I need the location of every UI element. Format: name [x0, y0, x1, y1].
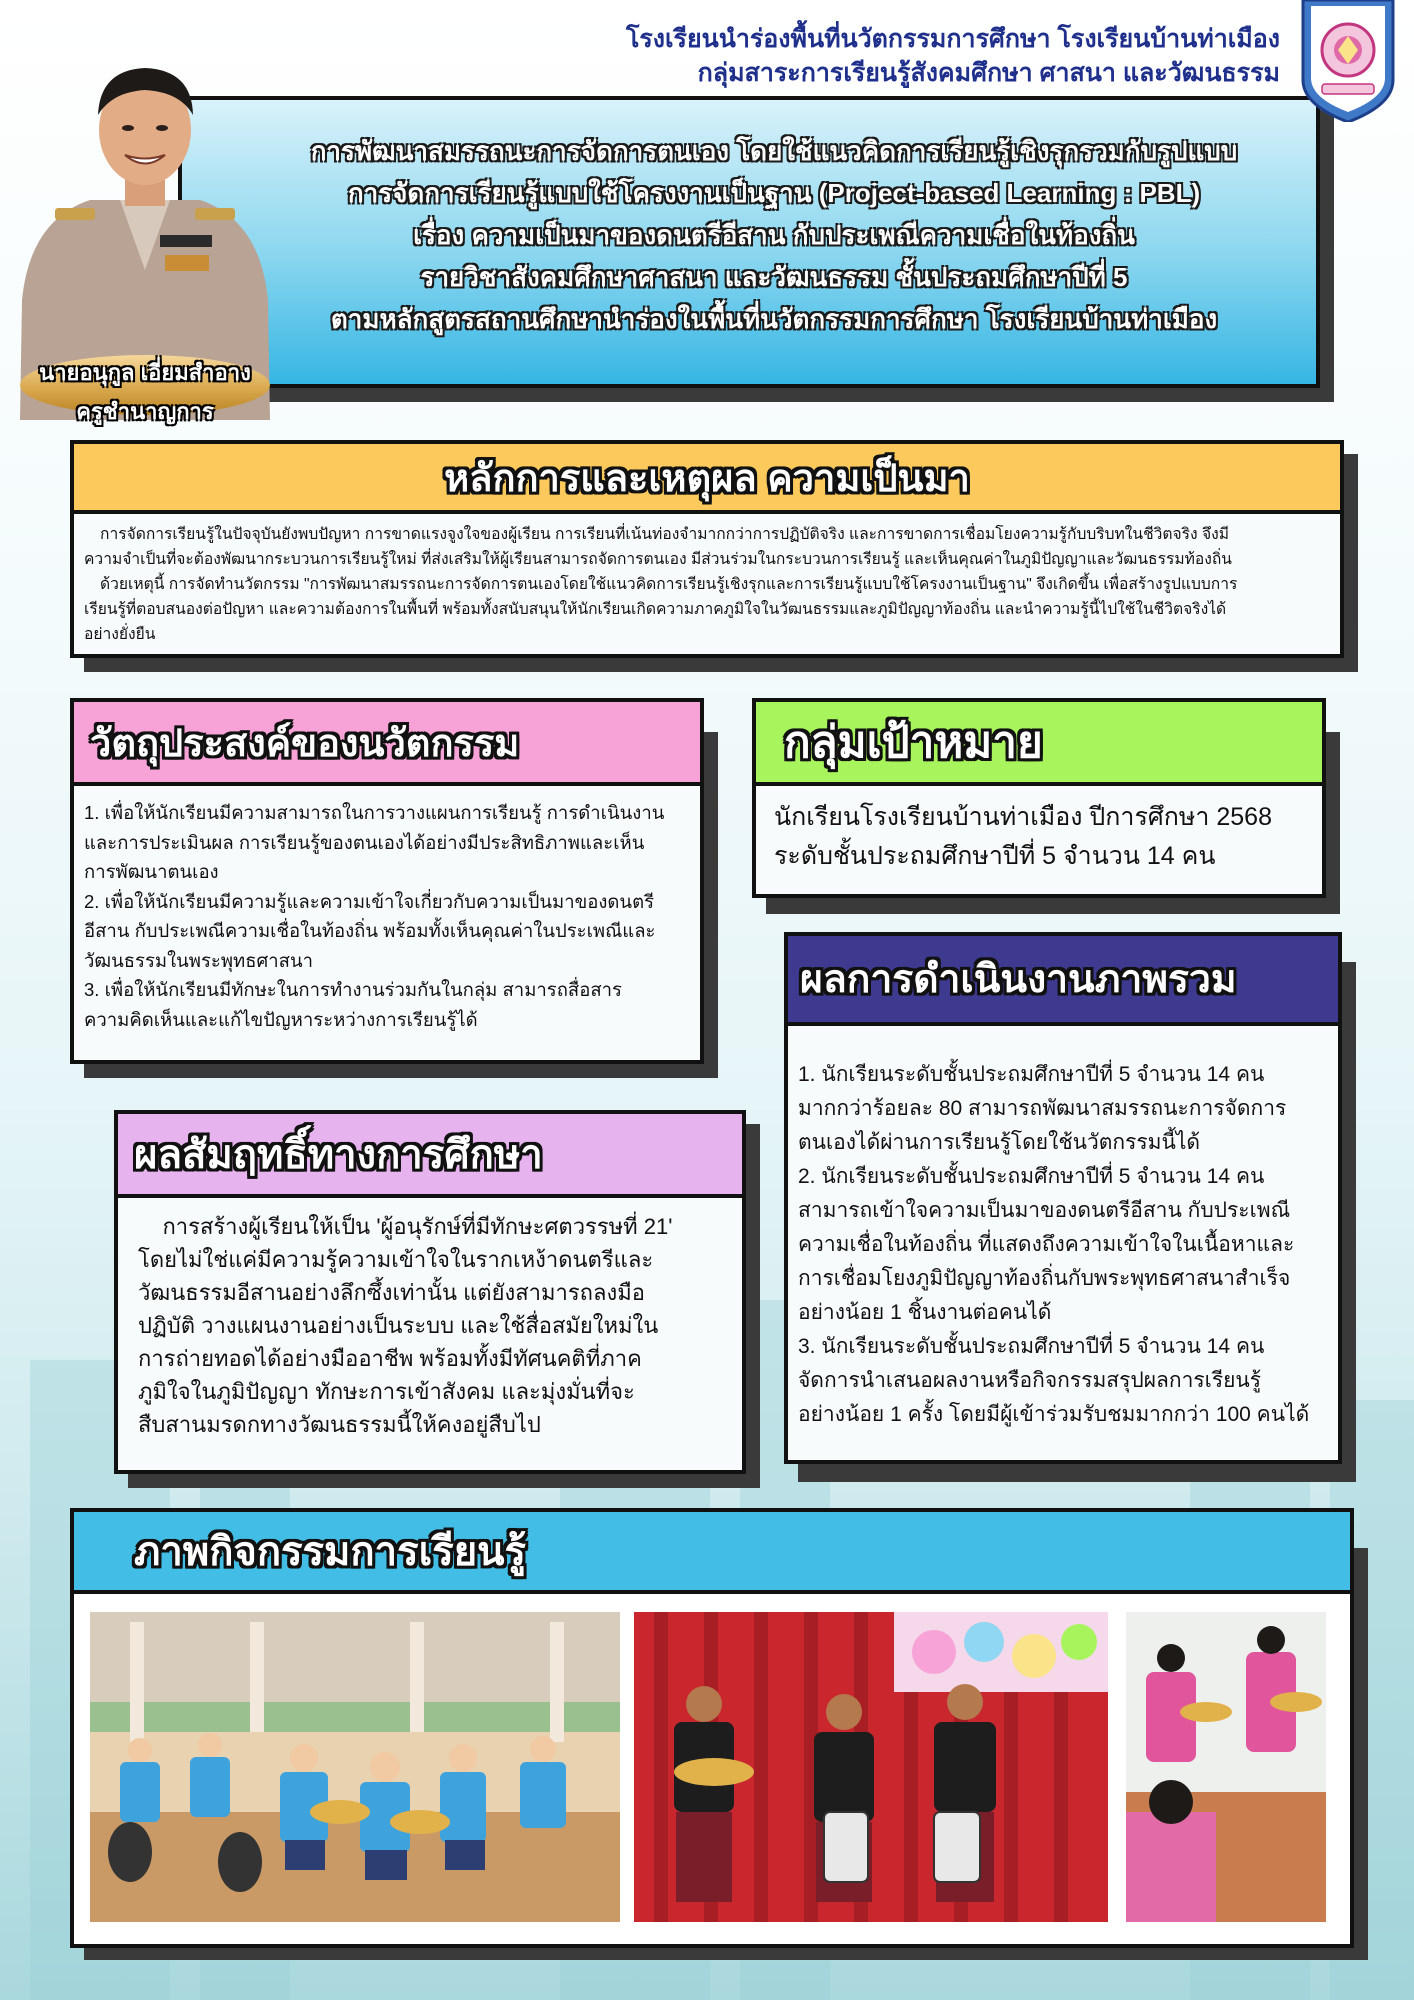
achievement-section	[114, 1110, 746, 1474]
teacher-name-plate	[0, 345, 290, 425]
teacher-position: ครูชำนาญการ	[76, 399, 214, 424]
achievement-line: ปฏิบัติ วางแผนงานอย่างเป็นระบบ และใช้สื่อสมัยใหม่ใน	[138, 1313, 659, 1338]
project-title	[238, 130, 1310, 340]
title-line: การจัดการเรียนรู้แบบใช้โครงงานเป็นฐาน (Project-based Learning : PBL)	[347, 178, 1201, 208]
project-title-box	[178, 96, 1320, 388]
rationale-text	[84, 522, 1334, 647]
result-line: สามารถเข้าใจความเป็นมาของดนตรีอีสาน กับประเพณี	[798, 1199, 1291, 1222]
result-line: จัดการนำเสนอผลงานหรือกิจกรรมสรุปผลการเรียนรู้	[798, 1369, 1262, 1392]
title-line: การพัฒนาสมรรถนะการจัดการตนเอง โดยใช้แนวคิดการเรียนรู้เชิงรุกรวมกับรูปแบบ	[310, 136, 1238, 166]
objectives-text	[84, 798, 696, 1034]
achievement-line: การสร้างผู้เรียนให้เป็น 'ผู้อนุรักษ์ที่มีทักษะศตวรรษที่ 21'	[138, 1214, 673, 1239]
result-line: 1. นักเรียนระดับชั้นประถมศึกษาปีที่ 5 จำนวน 14 คน	[798, 1063, 1265, 1086]
objective-line: อีสาน กับประเพณีความเชื่อในท้องถิ่น พร้อมทั้งเห็นคุณค่าในประเพณีและ	[84, 920, 656, 941]
achievement-line: วัฒนธรรมอีสานอย่างลึกซึ้งเท่านั้น แต่ยังสามารถลงมือ	[138, 1280, 645, 1305]
rationale-heading: หลักการและเหตุผล ความเป็นมา	[70, 440, 1344, 514]
school-header-line-2: กลุ่มสาระการเรียนรู้สังคมศึกษา ศาสนา และวัฒนธรรม	[697, 59, 1280, 87]
achievement-heading: ผลสัมฤทธิ์ทางการศึกษา	[114, 1110, 746, 1198]
title-line: เรื่อง ความเป็นมาของดนตรีอีสาน กับประเพณีความเชื่อในท้องถิ่น	[413, 220, 1135, 250]
achievement-line: ภูมิใจในภูมิปัญญา ทักษะการเข้าสังคม และมุ่งมั่นที่จะ	[138, 1379, 635, 1404]
objectives-heading: วัตถุประสงค์ของนวัตกรรม	[70, 698, 704, 786]
achievement-line: โดยไม่ใช่แค่มีความรู้ความเข้าใจในรากเหง้าดนตรีและ	[138, 1247, 654, 1272]
target-line: นักเรียนโรงเรียนบ้านท่าเมือง ปีการศึกษา 2568	[774, 803, 1272, 831]
target-line: ระดับชั้นประถมศึกษาปีที่ 5 จำนวน 14 คน	[774, 842, 1216, 870]
activity-photo-stage	[634, 1612, 1108, 1922]
rationale-line: อย่างยั่งยืน	[84, 626, 156, 643]
rationale-line: ด้วยเหตุนี้ การจัดทำนวัตกรรม "การพัฒนาสมรรถนะการจัดการตนเองโดยใช้แนวคิดการเรียนรู้เชิงรุกและการเรียนรู้แบบใช้โครงงานเป็นฐาน" จึงเกิดขึ้น เพื่อสร้างรูปแบบการ	[100, 576, 1238, 593]
result-line: อย่างน้อย 1 ชิ้นงานต่อคนได้	[798, 1301, 1052, 1324]
achievement-line: สืบสานมรดกทางวัฒนธรรมนี้ให้คงอยู่สืบไป	[138, 1412, 541, 1437]
activity-photo-hall	[90, 1612, 620, 1922]
achievement-line: การถ่ายทอดได้อย่างมืออาชีพ พร้อมทั้งมีทัศนคติที่ภาค	[138, 1346, 642, 1371]
rationale-line: เรียนรู้ที่ตอบสนองต่อปัญหา และความต้องการในพื้นที่ พร้อมทั้งสนับสนุนให้นักเรียนเกิดความภาคภูมิใจในวัฒนธรรมและภูมิปัญญาท้องถิ่น และนำความรู้นี้ไปใช้ในชีวิตจริงได้	[84, 601, 1227, 618]
result-line: 3. นักเรียนระดับชั้นประถมศึกษาปีที่ 5 จำนวน 14 คน	[798, 1335, 1265, 1358]
achievement-text	[138, 1210, 738, 1441]
result-line: อย่างน้อย 1 ครั้ง โดยมีผู้เข้าร่วมรับชมมากกว่า 100 คนได้	[798, 1403, 1310, 1426]
objective-line: 1. เพื่อให้นักเรียนมีความสามารถในการวางแผนการเรียนรู้ การดำเนินงาน	[84, 802, 665, 823]
result-line: การเชื่อมโยงภูมิปัญญาท้องถิ่นกับพระพุทธศาสนาสำเร็จ	[798, 1267, 1291, 1290]
title-line: ตามหลักสูตรสถานศึกษานำร่องในพื้นที่นวัตกรรมการศึกษา โรงเรียนบ้านท่าเมือง	[330, 304, 1218, 334]
overall-results-text	[798, 1058, 1338, 1432]
school-header	[380, 22, 1280, 90]
overall-results-heading: ผลการดำเนินงานภาพรวม	[784, 932, 1342, 1026]
result-line: ตนเองได้ผ่านการเรียนรู้โดยใช้นวัตกรรมนี้ได้	[798, 1131, 1201, 1154]
objective-line: การพัฒนาตนเอง	[84, 861, 219, 882]
objective-line: วัฒนธรรมในพระพุทธศาสนา	[84, 949, 313, 971]
overall-results-section	[784, 932, 1342, 1464]
school-emblem	[1298, 0, 1398, 122]
target-group-text	[774, 798, 1314, 876]
rationale-line: การจัดการเรียนรู้ในปัจจุบันยังพบปัญหา การขาดแรงจูงใจของผู้เรียน การเรียนที่เน้นท่องจำมากกว่าการปฏิบัติจริง และการขาดการเชื่อมโยงความรู้กับบริบทในชีวิตจริง จึงมี	[100, 526, 1230, 543]
school-header-line-1: โรงเรียนนำร่องพื้นที่นวัตกรรมการศึกษา โรงเรียนบ้านท่าเมือง	[625, 25, 1280, 53]
objective-line: และการประเมินผล การเรียนรู้ของตนเองได้อย่างมีประสิทธิภาพและเห็น	[84, 831, 645, 853]
result-line: ความเชื่อในท้องถิ่น ที่แสดงถึงความเข้าใจในเนื้อหาและ	[798, 1233, 1295, 1256]
rationale-section	[70, 440, 1344, 658]
result-line: มากกว่าร้อยละ 80 สามารถพัฒนาสมรรถนะการจัดการ	[798, 1097, 1287, 1120]
activity-photo-practice	[1126, 1612, 1326, 1922]
target-group-heading: กลุ่มเป้าหมาย	[752, 698, 1326, 786]
objective-line: ความคิดเห็นและแก้ไขปัญหาระหว่างการเรียนรู้ได้	[84, 1008, 478, 1030]
activity-gallery-heading: ภาพกิจกรรมการเรียนรู้	[70, 1508, 1354, 1594]
objective-line: 2. เพื่อให้นักเรียนมีความรู้และความเข้าใจเกี่ยวกับความเป็นมาของดนตรี	[84, 890, 655, 912]
title-line: รายวิชาสังคมศึกษาศาสนา และวัฒนธรรม ชั้นประถมศึกษาปีที่ 5	[420, 262, 1128, 292]
objective-line: 3. เพื่อให้นักเรียนมีทักษะในการทำงานร่วมกันในกลุ่ม สามารถสื่อสาร	[84, 979, 622, 1000]
target-group-section	[752, 698, 1326, 898]
rationale-line: ความจำเป็นที่จะต้องพัฒนากระบวนการเรียนรู้ใหม่ ที่ส่งเสริมให้ผู้เรียนสามารถจัดการตนเอง มีส่วนร่วมในกระบวนการเรียนรู้ และเห็นคุณค่าในภูมิปัญญาและวัฒนธรรมท้องถิ่น	[84, 551, 1232, 568]
result-line: 2. นักเรียนระดับชั้นประถมศึกษาปีที่ 5 จำนวน 14 คน	[798, 1165, 1265, 1188]
objectives-section	[70, 698, 704, 1064]
teacher-name: นายอนุกูล เอี่ยมสำอาง	[39, 360, 251, 385]
activity-gallery-section	[70, 1508, 1354, 1948]
